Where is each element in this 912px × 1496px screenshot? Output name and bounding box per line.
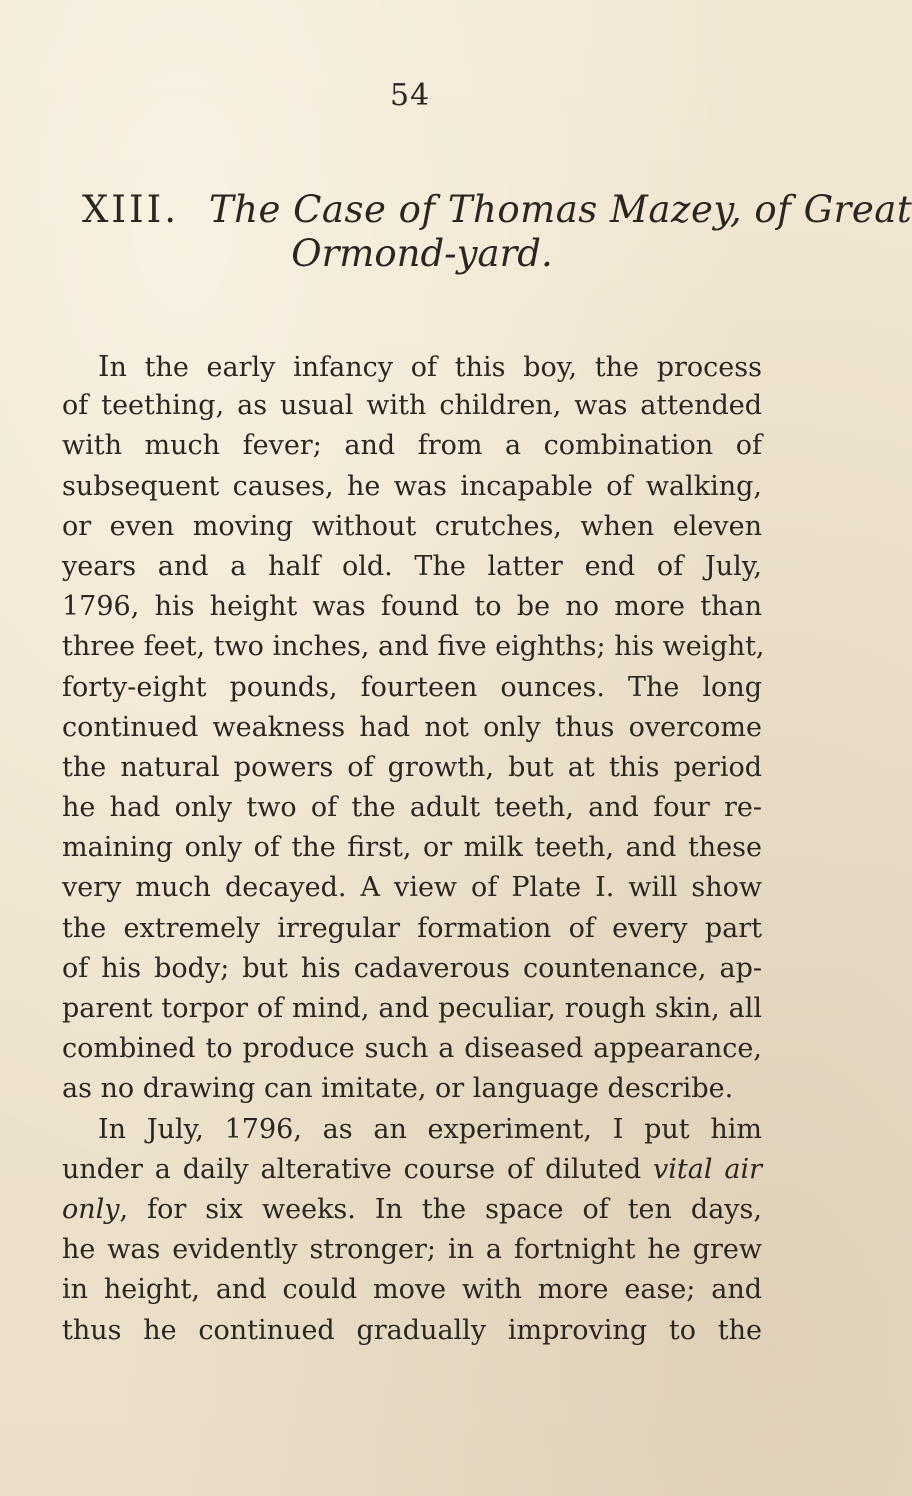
text-line: 1796, his height was found to be no more than — [62, 591, 762, 623]
text-line: as no drawing can imitate, or language describe. — [62, 1073, 734, 1105]
body-text — [62, 346, 765, 1351]
section-numeral: XIII. — [82, 188, 179, 231]
text-line: parent torpor of mind, and peculiar, rough skin, all — [62, 993, 762, 1024]
text-line: the natural powers of growth, but at this period — [62, 751, 762, 783]
text-line: In July, 1796, as an experiment, I put him — [98, 1113, 762, 1145]
text-line: three feet, two inches, and five eighths; his weight, — [62, 631, 765, 663]
text-line: only, for six weeks. In the space of ten days, — [62, 1193, 762, 1225]
text-line: of teething, as usual with children, was attended — [62, 390, 762, 422]
italic-phrase: only — [62, 1193, 120, 1225]
text-line: In the early infancy of this boy, the process — [98, 349, 762, 383]
text-line: of his body; but his cadaverous countenance, ap- — [62, 952, 762, 984]
section-heading — [82, 188, 912, 276]
text-line: the extremely irregular formation of every part — [62, 912, 762, 944]
text-line: thus he continued gradually improving to the — [62, 1314, 762, 1346]
text-line: maining only of the first, or milk teeth, and these — [62, 832, 762, 864]
text-line: forty-eight pounds, fourteen ounces. The long — [62, 671, 762, 703]
text-line: very much decayed. A view of Plate I. will show — [62, 872, 762, 904]
text-line: with much fever; and from a combination of — [62, 430, 762, 462]
text-line: he was evidently stronger; in a fortnight he grew — [62, 1234, 762, 1266]
text-line: he had only two of the adult teeth, and four re- — [62, 792, 762, 824]
page-number: 54 — [390, 78, 431, 113]
text-line: or even moving without crutches, when eleven — [62, 510, 762, 542]
text-line: years and a half old. The latter end of July, — [62, 550, 762, 582]
text-line: subsequent causes, he was incapable of walking, — [62, 470, 762, 502]
italic-phrase: vital air — [653, 1153, 762, 1185]
heading-line-1 — [82, 188, 912, 232]
heading-title-part-1: The Case of Thomas Mazey, of Great — [208, 188, 912, 231]
text-line: continued weakness had not only thus overcome — [62, 711, 762, 743]
heading-line-2: Ormond-yard. — [291, 232, 553, 275]
text-line: in height, and could move with more ease; and — [62, 1274, 762, 1306]
text-line: combined to produce such a diseased appearance, — [62, 1033, 762, 1065]
text-line: under a daily alterative course of diluted vital air — [62, 1153, 762, 1185]
